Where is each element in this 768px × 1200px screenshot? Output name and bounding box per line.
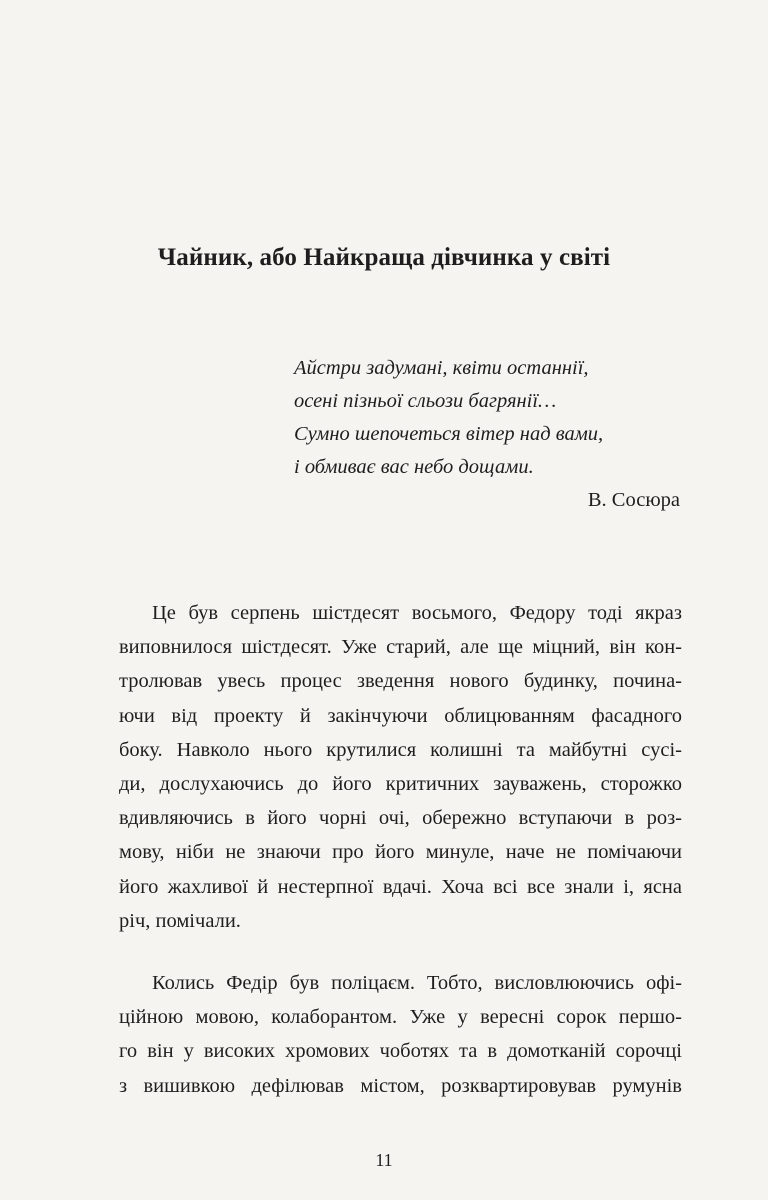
epigraph-line: Сумно шепочеться вітер над вами,	[294, 423, 604, 445]
text-line: ючи від проекту й закінчуючи облицюванням фасадного	[119, 704, 682, 727]
page-number: 11	[375, 1150, 393, 1170]
epigraph-author: В. Сосюра	[587, 489, 680, 511]
text-line: Це був серпень шістдесят восьмого, Федору тоді якраз	[152, 602, 682, 624]
paragraph-2	[119, 966, 682, 1103]
chapter-title: Чайник, або Найкраща дівчинка у світі	[157, 244, 611, 271]
text-line: мову, ніби не знаючи про його минуле, наче не помічаючи	[119, 841, 682, 864]
text-line: ди, дослухаючись до його критичних зауважень, сторожко	[119, 773, 682, 796]
text-line: його жахливої й нестерпної вдачі. Хоча всі все знали і, ясна	[119, 875, 682, 898]
text-line: боку. Навколо нього крутилися колишні та майбутні сусі-	[119, 738, 682, 761]
text-line: річ, помічали.	[119, 909, 241, 932]
epigraph-line: Айстри задумані, квіти останнії,	[294, 357, 589, 379]
text-line: ційною мовою, колаборантом. Уже у вересні сорок першо-	[119, 1006, 682, 1029]
text-line: Колись Федір був поліцаєм. Тобто, висловлюючись офі-	[152, 972, 682, 994]
epigraph-line: і обмиває вас небо дощами.	[294, 456, 534, 478]
text-line: тролював увесь процес зведення нового будинку, почина-	[119, 670, 682, 693]
text-line: го він у високих хромових чоботях та в домотканій сорочці	[119, 1040, 682, 1063]
text-line: з вишивкою дефілював містом, розквартировував румунів	[119, 1074, 682, 1097]
paragraph-1	[119, 596, 682, 938]
text-line: вдивляючись в його чорні очі, обережно вступаючи в роз-	[119, 807, 682, 830]
text-line: виповнилося шістдесят. Уже старий, але ще міцний, він кон-	[119, 636, 682, 659]
epigraph	[294, 352, 684, 517]
epigraph-line: осені пізньої сльози багрянії…	[294, 390, 557, 412]
